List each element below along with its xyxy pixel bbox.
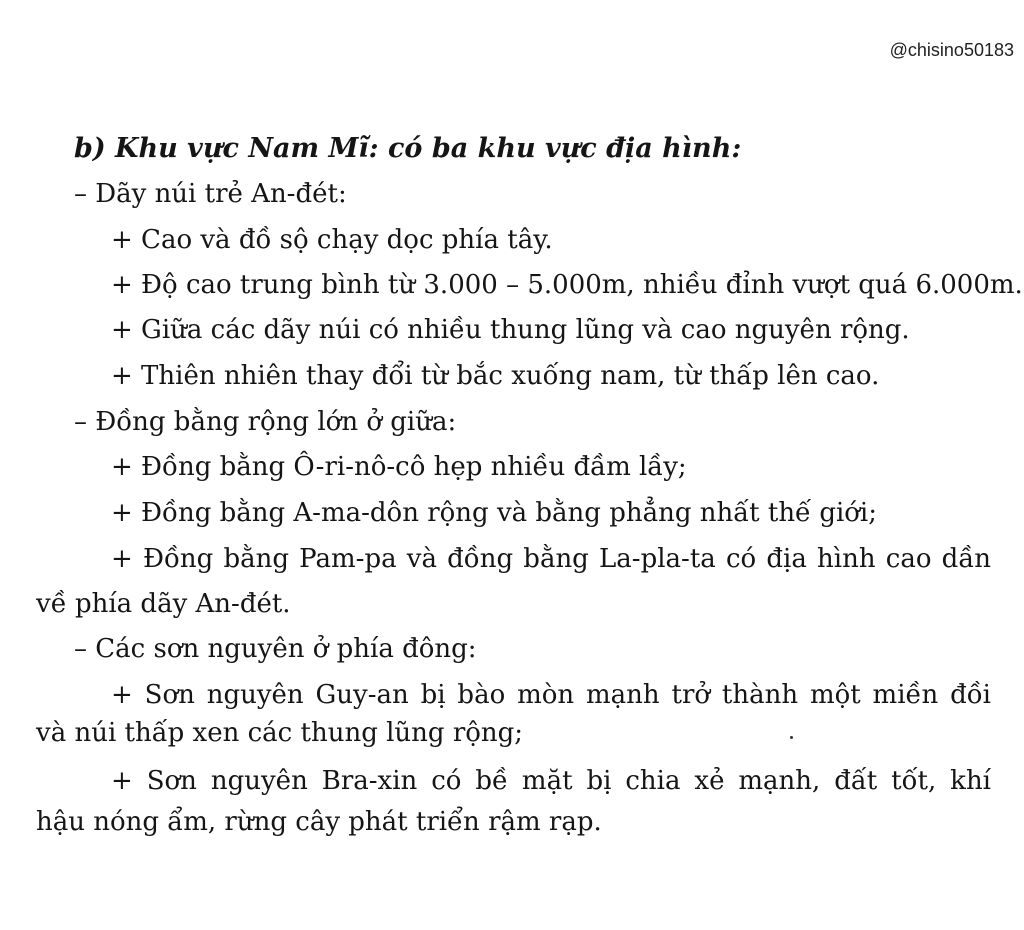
plains-item-1: + Đồng bằng Ô-ri-nô-cô hẹp nhiều đầm lầy; bbox=[111, 452, 687, 482]
andes-item-3: + Giữa các dãy núi có nhiều thung lũng và cao nguyên rộng. bbox=[111, 315, 910, 345]
watermark-handle: @chisino50183 bbox=[889, 40, 1014, 60]
andes-item-1: + Cao và đồ sộ chạy dọc phía tây. bbox=[111, 225, 553, 255]
group-title-plains: – Đồng bằng rộng lớn ở giữa: bbox=[74, 407, 457, 437]
plateaus-item-1-cont: và núi thấp xen các thung lũng rộng; bbox=[36, 718, 524, 748]
plateaus-item-2-cont: hậu nóng ẩm, rừng cây phát triển rậm rạp. bbox=[36, 807, 602, 837]
scan-speck bbox=[790, 736, 793, 739]
plateaus-item-1: + Sơn nguyên Guy-an bị bào mòn mạnh trở thành một miền đồi bbox=[111, 680, 991, 710]
plains-item-3-cont: về phía dãy An-đét. bbox=[36, 589, 291, 619]
group-title-plateaus: – Các sơn nguyên ở phía đông: bbox=[74, 634, 477, 664]
plains-item-2: + Đồng bằng A-ma-dôn rộng và bằng phẳng nhất thế giới; bbox=[111, 498, 878, 528]
plains-item-3: + Đồng bằng Pam-pa và đồng bằng La-pla-ta có địa hình cao dần bbox=[111, 544, 991, 574]
andes-item-2: + Độ cao trung bình từ 3.000 – 5.000m, nhiều đỉnh vượt quá 6.000m. bbox=[111, 270, 1023, 300]
section-heading: b) Khu vực Nam Mĩ: có ba khu vực địa hình: bbox=[74, 133, 742, 164]
group-title-andes: – Dãy núi trẻ An-đét: bbox=[74, 179, 347, 209]
plateaus-item-2: + Sơn nguyên Bra-xin có bề mặt bị chia xẻ mạnh, đất tốt, khí bbox=[111, 766, 991, 796]
andes-item-4: + Thiên nhiên thay đổi từ bắc xuống nam, từ thấp lên cao. bbox=[111, 361, 880, 391]
